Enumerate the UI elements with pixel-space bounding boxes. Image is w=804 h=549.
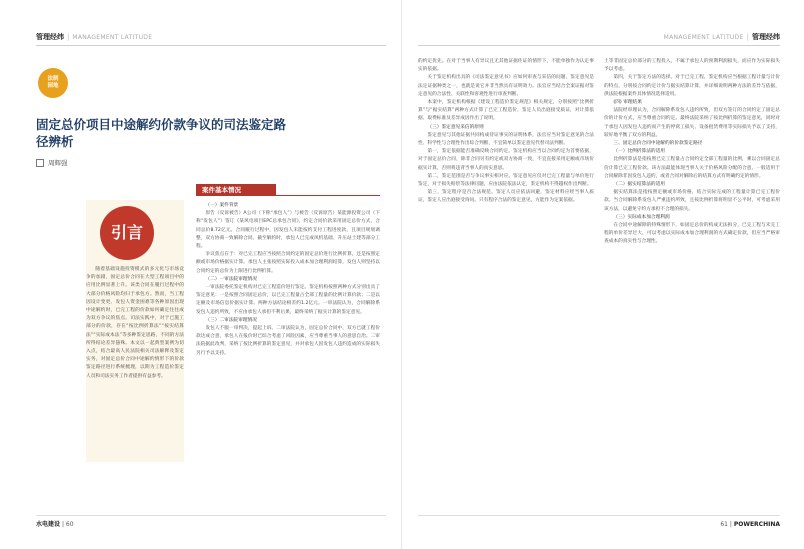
case-heading: 案件基本情况 xyxy=(196,184,276,196)
col4-para-0: 土等非固定总价部分的工程投入，不属于承包人的预期利润损失，而应作为实际损失予以考虑。 xyxy=(604,59,780,73)
column-1 xyxy=(86,266,184,462)
col4-para-3: 法院经审理认为，合同解除系发包人违约所致，但双方签订的合同约定了固定总价的计价方式，应当尊重合同约定。最终法院采纳了按比例折算的鉴定意见，同时对于承包人因发包人违约而产生的停窝工损失、设备租赁费用等实际损失予以了支持，较好地平衡了双方的利益。 xyxy=(604,108,780,138)
right-header-magazine: 管理经纬 xyxy=(752,33,780,41)
col3-para-0: 的约定优先。在对于当事人有异议且无其他证据佐证的情形下，不能单独作为认定事实的依据。 xyxy=(418,59,594,73)
left-header-rule xyxy=(36,45,386,46)
col3-para-1: 关于鉴定机构出具的《司法鉴定意见书》应如何审查与采信的问题，鉴定意见是法定证据种类之一，也就是说它并非当然具有证明效力。法官应当结合全案证据对鉴定意见的合法性、关联性和客观性进行审查判断。 xyxy=(418,75,594,97)
col3-para-7: 第三，鉴定程序是否合法规范。鉴定人员应依法回避，鉴定材料应经当事人质证，鉴定人应出庭接受询问。只有程序合法的鉴定意见，方能作为定案依据。 xyxy=(418,190,594,204)
col2-para-3: （二）一审法院审理情况 xyxy=(205,276,257,282)
right-footer-separator: | xyxy=(729,521,734,528)
col3-para-3: （三）鉴定意见采信的原则 xyxy=(427,124,484,130)
right-header-rule xyxy=(418,45,780,46)
left-header-english: MANAGEMENT LATITUDE xyxy=(72,34,153,41)
left-footer-rule xyxy=(36,515,386,516)
col3-para-5: 第一，鉴定依据能否准确反映合同约定。鉴定机构应当以合同约定为首要依据，对于固定总价合同，除非合同另有约定或双方协商一致，不宜直接采用定额或市场价据实计算，否则将违背当事人的真实意思。 xyxy=(418,149,594,171)
author-square-icon xyxy=(36,159,44,167)
col4-para-6: 比例折算法是指按照已完工程量占合同约定全部工程量的比例，乘以合同固定总价计算已完工程价款。该方法最能体现当事人关于价格风险分配的合意，一般适用于合同解除非因发包人违约，或者合同对解除后的结算方式有明确约定的情形。 xyxy=(604,157,780,179)
right-running-header xyxy=(664,31,780,43)
case-heading-rule xyxy=(270,195,380,196)
col2-para-4: 一审法院委托鉴定机构对已完工程造价进行鉴定。鉴定机构按照两种方式分别出具了鉴定意见：一是按照合同固定总价，以已完工程量占全部工程量的比例计算价款；二是以定额及市场信息价据实计算。两种方法结论相差约1.2亿元。一审法院认为，合同解除系发包人违约所致，不应由承包人承担不利后果，最终采纳了据实计算的鉴定意见。 xyxy=(196,285,380,315)
col1-para-0: 随着基础设施投资模式的多元化与市场竞争的加剧，固定总价合同在大型工程项目中的应用比例显著上升。该类合同在履行过程中的大部分价格风险均归于承包方。然而，当工程因设计变更、发包人资金困难等各种原因出现中途解约时，已完工程的价款如何确定往往成为双方争议的焦点。司法实践中，对于已施工部分的价款，存在“按比例折算法”“按实结算法”“实际成本法”等多种鉴定思路，不同的方法所得结论差异悬殊。本文以一起典型案例为切入点，结合最高人民法院相关司法解释及鉴定实务，对固定总价合同中途解约情形下的价款鉴定路径进行系统梳理，以期为工程造价鉴定人员和司法实务工作者提供有益参考。 xyxy=(86,267,184,379)
col4-para-5: （一）比例折算法的适用 xyxy=(613,149,665,155)
col3-para-2: 本案中，鉴定机构根据《建设工程造价鉴定规范》相关规定，分别按照“比例折算”与“据实结算”两种方式计算了已完工程造价，鉴定人员出庭接受质证，对计算依据、取费标准及差异成因作出了说明。 xyxy=(418,100,594,122)
right-page-number: 61 xyxy=(720,521,728,528)
author-byline xyxy=(36,158,68,167)
col4-para-8: 据实结算法是指按照定额或市场价格，结合实际完成的工程量计算已完工程价款。当合同解除系发包人严重违约所致，且按比例折算将明显不公平时，可考虑采用该方法，以避免守约方承担不合理的损失。 xyxy=(604,190,780,212)
right-header-separator: | xyxy=(746,33,749,41)
col2-para-6: 发包人不服一审判决，提起上诉。二审法院认为，固定总价合同中，双方已就工程价款达成合意，承包人在报价时已综合考虑了风险因素，应当尊重当事人的意思自治。二审法院据此改判，采纳了按比例折算的鉴定意见，并对承包人因发包人违约造成的实际损失另行予以支持。 xyxy=(196,326,380,356)
author-name: 周辉强 xyxy=(48,159,68,167)
badge-line-2: 园地 xyxy=(47,83,59,89)
article-title: 固定总价项目中途解约价款争议的司法鉴定路径辨析 xyxy=(36,117,287,149)
left-footer-separator: | xyxy=(61,521,66,528)
col2-para-1: 原告（反诉被告）A公司（下称“承包人”）与被告（反诉原告）某能源投资公司（下称“发包人”）签订《某风电项目EPC总承包合同》，约定合同价款采用固定总价方式，合同总价8.72亿元。合同履行过程中，因发包人未能按约支付工程进度款，且项目规划调整，双方协商一致解除合同。截至解约时，承包人已完成风机基础、升压站土建等部分工程。 xyxy=(196,211,380,250)
col2-para-0: （一）案件背景 xyxy=(205,203,239,208)
col2-para-5: （三）二审法院审理情况 xyxy=(205,317,257,323)
left-header-separator: | xyxy=(67,33,70,41)
left-page-number: 60 xyxy=(65,521,74,528)
column-4 xyxy=(604,58,780,506)
column-3 xyxy=(418,58,594,506)
right-page xyxy=(402,0,804,549)
col4-para-10: 在合同中途解除的特殊情形下，如固定总价的构成无法拆分，已完工程与未完工程的单价差异过大，可以考虑以实际成本加合理利润的方式确定价款，但应当严格审查成本的真实性与合理性。 xyxy=(604,223,780,245)
right-footer-brand: POWERCHINA xyxy=(733,521,780,528)
col4-para-1: 第四，关于鉴定方法的选择。对于已完工程，鉴定机构应当根据工程计量与计价的特点，分别按合同约定计价与据实结算计算，并详细说明两种方法的差异与依据，供法院根据案件具体情况选择适用。 xyxy=(604,75,780,97)
left-running-header xyxy=(36,31,152,43)
left-footer xyxy=(36,520,74,530)
col4-para-2: (四) 审理结果 xyxy=(613,100,642,106)
right-footer-rule xyxy=(418,515,780,516)
intro-circle-label: 引言 xyxy=(100,206,154,260)
left-footer-brand: 水电建设 xyxy=(36,521,61,528)
col4-para-9: （三）实际成本加合理利润 xyxy=(613,214,670,220)
col3-para-4: 鉴定意见与其他证据共同构成待证事实的证明体系，法官应当对鉴定意见的合法性、科学性与合理性作出综合判断，不宜简单以鉴定意见代替司法判断。 xyxy=(418,132,594,147)
right-header-english: MANAGEMENT LATITUDE xyxy=(663,34,744,41)
col4-para-4: 三、固定总价合同中途解约的价款鉴定路径 xyxy=(613,141,703,147)
col2-para-2: 争议焦点在于：对已完工程应当按照合同约定的固定总价进行比例折算，还是按照定额或市场价格据实计算。承包人主张按照实际投入成本加合理利润结算，发包人则坚持以合同约定的总价为上限进行比例折算。 xyxy=(196,252,380,274)
badge-line-1: 法制 xyxy=(47,76,59,82)
col3-para-6: 第二，鉴定范围是否与争议事实相对应。鉴定意见应仅对已完工程量与单价进行鉴定，对于损失赔偿等法律问题，应由法院依法认定，鉴定机构不得越权作出判断。 xyxy=(418,173,594,188)
column-2 xyxy=(196,202,380,506)
col4-para-7: （二）据实结算法的适用 xyxy=(613,182,665,188)
column-badge xyxy=(38,68,68,98)
left-header-magazine: 管理经纬 xyxy=(36,33,64,41)
right-footer xyxy=(720,520,780,530)
